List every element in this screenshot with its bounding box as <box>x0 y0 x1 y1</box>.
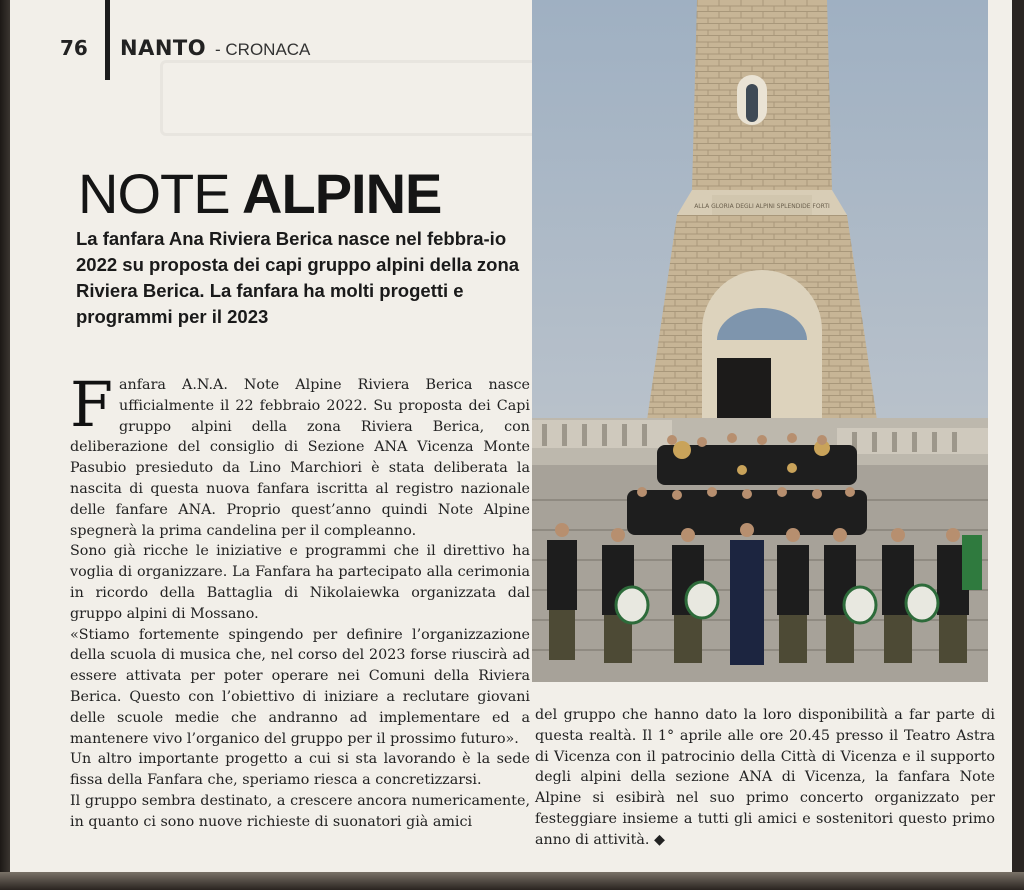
section-name: NANTO <box>120 36 207 60</box>
subsection-name: - CRONACA <box>215 40 311 59</box>
header-rule <box>105 0 110 80</box>
inscription-text: ALLA GLORIA DEGLI ALPINI SPLENDIDE FORTI <box>694 203 830 210</box>
article-paragraph: Sono già ricche le iniziative e programmi che il direttivo ha voglia di organizzare. La Fanfara ha partecipato alla cerimonia in ricordo della Battaglia di Nikolaiewka organizzata dal gruppo alpini di Mossano. <box>70 543 530 622</box>
article-paragraph: Il gruppo sembra destinato, a crescere ancora numericamente, in quanto ci sono nuove richieste di suonatori già amici <box>70 792 530 830</box>
article-paragraph: «Stiamo fortemente spingendo per definire l’organizzazione della scuola di musica che, nel corso del 2023 forse riuscirà ad essere attivata per poter operare nei Comuni della Riviera Berica. Questo con l’obiettivo di iniziare a reclutare giovani delle scuole medie che andranno ad implementare ed a mantenere vivo l’organico del gruppo per il prossimo futuro». <box>70 626 530 747</box>
article-column-2 <box>535 705 995 851</box>
monument-band-illustration <box>532 0 988 682</box>
green-banner <box>962 535 982 590</box>
article-paragraph: Un altro importante progetto a cui si sta lavorando è la sede fissa della Fanfara che, speriamo riesca a concretizzarsi. <box>70 751 530 789</box>
paragraph-text: anfara A.N.A. Note Alpine Riviera Berica nasce ufficialmente il 22 febbraio 2022. Su proposta dei Capi gruppo alpini della zona Riviera Berica, con deliberazione del consiglio di Sezione ANA Vicenza Monte Pasubio presieduto da Lino Marchiori è stata deliberata la nascita di questa nuova fanfara iscritta al registro nazionale delle fanfare ANA. Proprio quest’anno quindi Note Alpine spegnerà la prima candelina per il compleanno. <box>70 377 530 539</box>
article-column-1 <box>70 368 530 833</box>
page-bottom-shadow <box>0 872 1024 890</box>
tower-window <box>746 84 758 122</box>
lead-paragraph: La fanfara Ana Riviera Berica nasce nel febbra-io 2022 su proposta dei capi gruppo alpini della zona Riviera Berica. La fanfara ha molti progetti e programmi per il 2023 <box>76 228 520 327</box>
drop-cap: F <box>70 368 114 441</box>
bleed-through <box>160 60 546 136</box>
page-number: 76 <box>60 36 88 60</box>
title-light: NOTE <box>78 161 230 225</box>
doorway <box>717 358 771 420</box>
band-photo <box>532 0 988 682</box>
article-paragraph <box>70 368 530 541</box>
article-paragraph: del gruppo che hanno dato la loro disponibilità a far parte di questa realtà. Il 1° aprile alle ore 20.45 presso il Teatro Astra di Vicenza con il patrocinio della Città di Vicenza e il supporto degli alpini della sezione ANA di Vicenza, la fanfara Note Alpine si esibirà nel suo primo concerto organizzato per festeggiare insieme a tutti gli amici e sostenitori questo primo anno di attività. ◆ <box>535 707 995 848</box>
title-bold: ALPINE <box>242 161 442 225</box>
article-title <box>78 161 442 225</box>
